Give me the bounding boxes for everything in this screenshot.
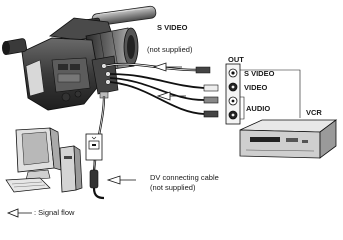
port-audio-left	[229, 97, 237, 105]
camcorder	[2, 6, 157, 110]
label-port-video: VIDEO	[244, 83, 268, 92]
signal-flow-arrows	[108, 63, 186, 184]
label-s-video-camera: S VIDEO	[157, 23, 188, 32]
plugs	[196, 67, 218, 117]
computer	[6, 128, 82, 192]
legend-arrow-icon	[8, 209, 32, 217]
label-out: OUT	[228, 55, 244, 64]
vcr	[240, 120, 336, 158]
port-video	[229, 83, 237, 91]
label-vcr: VCR	[306, 108, 322, 117]
label-not-supplied-top: (not supplied)	[147, 45, 193, 54]
label-port-audio: AUDIO	[246, 104, 271, 113]
port-audio-right	[229, 111, 237, 119]
label-dv-cable: DV connecting cable	[150, 173, 219, 182]
label-port-s-video: S VIDEO	[244, 69, 275, 78]
port-s-video	[229, 69, 237, 77]
label-dv-cable-not-supplied: (not supplied)	[150, 183, 196, 192]
legend-signal-flow: : Signal flow	[34, 208, 75, 217]
